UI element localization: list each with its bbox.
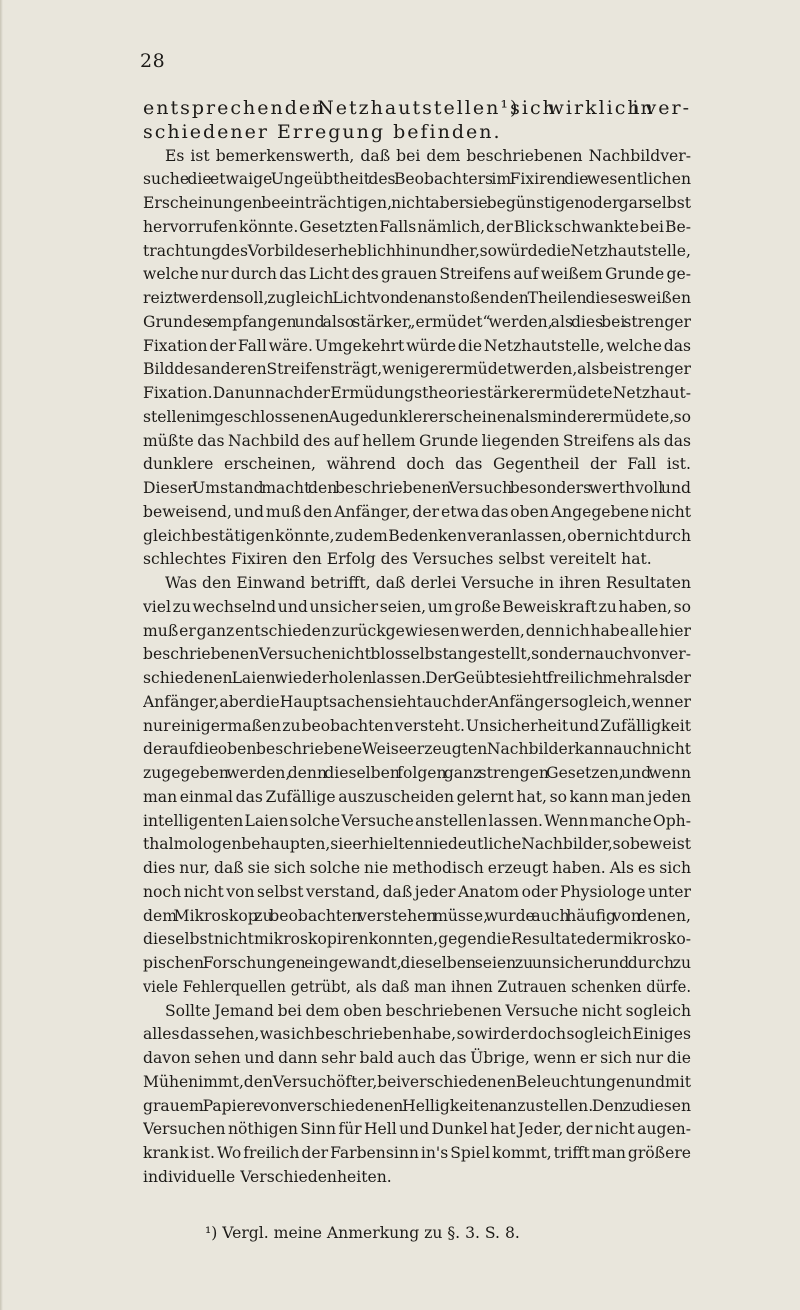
text-line: schlechtes Fixiren den Erfolg des Versuches selbst vereitelt hat. [143, 550, 652, 569]
text-line: Fixation. Da nun nach der Ermüdungstheorie stärker ermüdete Netzhaut- [143, 384, 691, 402]
text-line: individuelle Verschiedenheiten. [143, 1167, 392, 1186]
text-line: gleich bestätigen könnte, zu dem Bedenken veranlassen, ob er nicht durch [143, 526, 691, 545]
text-line: krank ist. Wo freilich der Farbensinn in's Spiel kommt, trifft man größere [143, 1144, 691, 1162]
text-line: intelligenten Laien solche Versuche anstellen lassen. Wenn manche Oph- [143, 811, 691, 830]
text-line: grauem Papiere von verschiedenen Helligkeiten anzustellen. Den zu diesen [143, 1096, 691, 1115]
heading-line-2: schiedener Erregung befinden. [143, 120, 502, 143]
text-line: trachtung des Vorbildes erheblich hin und her, so würde die Netzhautstelle, [143, 241, 691, 260]
text-line: suche die etwaige Ungeübtheit des Beobachters im Fixiren die wesentlichen [143, 170, 691, 189]
text-line: reizt werden soll, zugleich Licht von den anstoßenden Theilen dieses weißen [143, 289, 691, 307]
text-line: davon sehen und dann sehr bald auch das Übrige, wenn er sich nur die [143, 1049, 691, 1067]
text-line: dunklere erscheinen, während doch das Gegentheil der Fall ist. [143, 455, 691, 474]
text-line: Was den Einwand betrifft, daß derlei Versuche in ihren Resultaten [165, 574, 691, 592]
text-line: welche nur durch das Licht des grauen Streifens auf weißem Grunde ge- [143, 265, 691, 284]
text-line: schiedenen Laien wiederholen lassen. Der Geübte sieht freilich mehr als der [143, 669, 691, 687]
text-line: Anfänger, aber die Hauptsachen sieht auch der Anfänger sogleich, wenn er [143, 692, 691, 711]
text-line: Versuchen nöthigen Sinn für Hell und Dunkel hat Jeder, der nicht augen- [143, 1120, 691, 1139]
text-line: stellen im geschlossenen Auge dunkler erscheinen als minder ermüdete, so [143, 407, 691, 426]
text-line: hervorrufen könnte. Gesetzten Falls nämlich, der Blick schwankte bei Be- [143, 217, 691, 236]
body-text [143, 97, 691, 1190]
text-line: Es ist bemerkenswerth, daß bei dem beschriebenen Nachbildver- [165, 146, 691, 165]
text-line: Grundes empfangen und also stärker „ermüdet“ werden, als dies bei strenger [143, 312, 691, 331]
text-line: beweisend, und muß den Anfänger, der etwa das oben Angegebene nicht [143, 502, 691, 521]
text-line: der auf die oben beschriebene Weise erzeugten Nachbilder kann auch nicht [143, 740, 691, 759]
text-line: noch nicht von selbst verstand, daß jeder Anatom oder Physiologe unter [143, 882, 691, 901]
text-line: müßte das Nachbild des auf hellem Grunde liegenden Streifens als das [143, 431, 691, 450]
page-number: 28 [140, 50, 166, 72]
text-line: Erscheinungen beeinträchtigen, nicht aber sie begünstigen oder gar selbst [143, 194, 691, 212]
text-line: Bild des anderen Streifens trägt, weniger ermüdet werden, als bei strenger [143, 360, 691, 379]
text-line: alles das sehen, was ich beschrieben habe, so wird er doch sogleich Einiges [143, 1025, 691, 1044]
footnote: ¹) Vergl. meine Anmerkung zu §. 3. S. 8. [205, 1224, 520, 1242]
text-line: nur einigermaßen zu beobachten versteht. Unsicherheit und Zufälligkeit [143, 716, 691, 735]
text-line: Mühe nimmt, den Versuch öfter, bei verschiedenen Beleuchtungen und mit [143, 1072, 691, 1091]
text-line: dies nur, daß sie sich solche nie methodisch erzeugt haben. Als es sich [143, 859, 691, 877]
page-edge-shadow [0, 0, 3, 1310]
text-line: thalmologen behaupten, sie erhielten nie deutliche Nachbilder, so beweist [143, 835, 691, 854]
text-line: zugegeben werden, denn dieselben folgen ganz strengen Gesetzen, und wenn [143, 764, 691, 782]
text-line: Dieser Umstand macht den beschriebenen Versuch besonders werthvoll und [143, 479, 691, 497]
text-line: viel zu wechselnd und unsicher seien, um große Beweiskraft zu haben, so [143, 597, 691, 616]
text-line: beschriebenen Versuche nicht blos selbst angestellt, sondern auch von ver- [143, 645, 691, 664]
text-line: pischen Forschungen eingewandt, dieselben seien zu unsicher und durch zu [143, 954, 691, 972]
text-line: muß er ganz entschieden zurückgewiesen werden, denn ich habe alle hier [143, 621, 691, 640]
text-line: die selbst nicht mikroskopiren konnten, gegen die Resultate der mikrosko- [143, 930, 691, 949]
heading-line-1: entsprechenden Netzhautstellen¹) sich wirklich in ver- [143, 97, 691, 119]
text-line: man einmal das Zufällige auszuscheiden gelernt hat, so kann man jeden [143, 787, 691, 806]
text-line: Fixation der Fall wäre. Umgekehrt würde die Netzhautstelle, welche das [143, 336, 691, 355]
text-line: Sollte Jemand bei dem oben beschriebenen Versuche nicht sogleich [165, 1001, 691, 1020]
text-line: dem Mikroskop zu beobachten verstehen müsse, wurde auch häufig von denen, [143, 906, 691, 925]
text-line: viele Fehlerquellen getrübt, als daß man ihnen Zutrauen schenken dürfe. [143, 977, 691, 996]
